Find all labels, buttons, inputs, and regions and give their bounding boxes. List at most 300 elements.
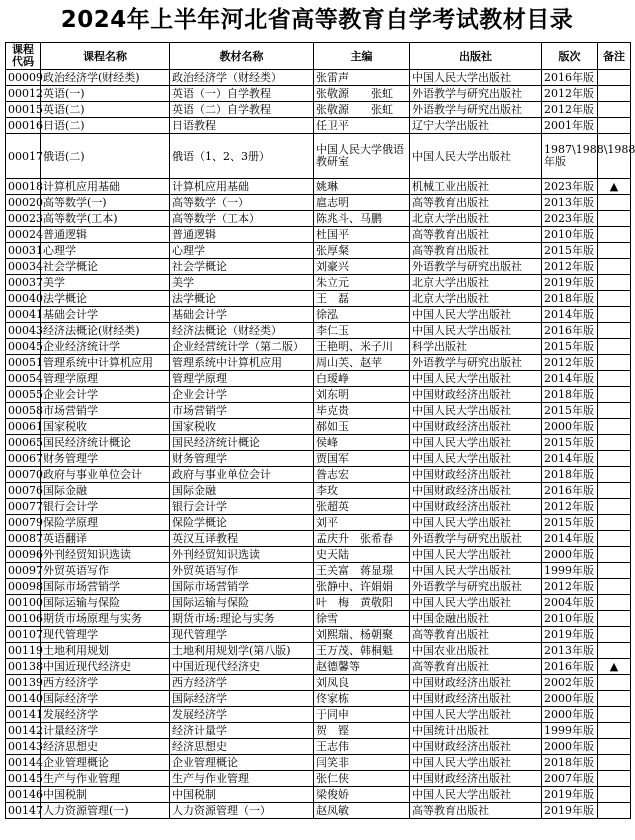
table-row <box>6 739 631 755</box>
cell-course: 计算机应用基础 <box>41 179 170 195</box>
cell-edition: 2012年版 <box>542 579 598 595</box>
cell-edition: 2000年版 <box>542 547 598 563</box>
cell-edition: 2014年版 <box>542 451 598 467</box>
cell-textbook: 发展经济学 <box>170 707 314 723</box>
cell-course: 基础会计学 <box>41 307 170 323</box>
cell-publisher: 外语教学与研究出版社 <box>410 102 542 118</box>
table-row <box>6 179 631 195</box>
table-row <box>6 691 631 707</box>
cell-edition: 2016年版 <box>542 659 598 675</box>
cell-note <box>598 611 631 627</box>
cell-publisher: 中国人民大学出版社 <box>410 371 542 387</box>
cell-course: 心理学 <box>41 243 170 259</box>
cell-code: 00061 <box>6 419 41 435</box>
cell-textbook: 法学概论 <box>170 291 314 307</box>
header-note: 备注 <box>598 43 631 70</box>
table-row <box>6 275 631 291</box>
cell-textbook: 心理学 <box>170 243 314 259</box>
cell-note <box>598 515 631 531</box>
cell-note <box>598 755 631 771</box>
cell-course: 俄语(二) <box>41 134 170 179</box>
cell-textbook: 生产与作业管理 <box>170 771 314 787</box>
cell-publisher: 中国人民大学出版社 <box>410 515 542 531</box>
cell-code: 00146 <box>6 787 41 803</box>
cell-note <box>598 211 631 227</box>
cell-edition: 2015年版 <box>542 339 598 355</box>
cell-course: 市场营销学 <box>41 403 170 419</box>
cell-code: 00096 <box>6 547 41 563</box>
cell-note <box>598 86 631 102</box>
cell-note <box>598 547 631 563</box>
cell-editor: 叶 梅 黄敬阳 <box>314 595 410 611</box>
cell-edition: 2023年版 <box>542 211 598 227</box>
cell-edition: 2014年版 <box>542 531 598 547</box>
cell-code: 00012 <box>6 86 41 102</box>
cell-textbook: 国际经济学 <box>170 691 314 707</box>
cell-publisher: 高等教育出版社 <box>410 803 542 819</box>
cell-code: 00045 <box>6 339 41 355</box>
table-row <box>6 499 631 515</box>
cell-textbook: 美学 <box>170 275 314 291</box>
cell-note <box>598 134 631 179</box>
cell-publisher: 中国人民大学出版社 <box>410 403 542 419</box>
cell-code: 00139 <box>6 675 41 691</box>
cell-publisher: 中国财政经济出版社 <box>410 387 542 403</box>
cell-edition: 2000年版 <box>542 707 598 723</box>
table-row <box>6 483 631 499</box>
cell-editor: 史天陆 <box>314 547 410 563</box>
textbook-table <box>5 42 635 819</box>
cell-edition: 2019年版 <box>542 787 598 803</box>
cell-editor: 张静中、许娟娟 <box>314 579 410 595</box>
cell-textbook: 企业会计学 <box>170 387 314 403</box>
cell-textbook: 外贸英语写作 <box>170 563 314 579</box>
cell-note <box>598 627 631 643</box>
cell-code: 00142 <box>6 723 41 739</box>
cell-textbook: 基础会计学 <box>170 307 314 323</box>
cell-note: ▲ <box>598 659 631 675</box>
cell-textbook: 企业管理概论 <box>170 755 314 771</box>
cell-textbook: 期货市场:理论与实务 <box>170 611 314 627</box>
cell-note <box>598 435 631 451</box>
cell-note <box>598 387 631 403</box>
cell-note <box>598 307 631 323</box>
cell-course: 外贸英语写作 <box>41 563 170 579</box>
cell-textbook: 经济法概论（财经类） <box>170 323 314 339</box>
cell-textbook: 英语（二）自学教程 <box>170 102 314 118</box>
table-row <box>6 451 631 467</box>
cell-editor: 杜国平 <box>314 227 410 243</box>
cell-editor: 王艳明、米子川 <box>314 339 410 355</box>
cell-course: 国家税收 <box>41 419 170 435</box>
cell-publisher: 中国人民大学出版社 <box>410 134 542 179</box>
cell-editor: 闫笑非 <box>314 755 410 771</box>
cell-code: 00140 <box>6 691 41 707</box>
cell-editor: 佟家栋 <box>314 691 410 707</box>
cell-editor: 毕克贵 <box>314 403 410 419</box>
cell-note <box>598 323 631 339</box>
cell-code: 00077 <box>6 499 41 515</box>
cell-textbook: 国际金融 <box>170 483 314 499</box>
cell-course: 英语(二) <box>41 102 170 118</box>
cell-note <box>598 371 631 387</box>
cell-note <box>598 483 631 499</box>
cell-edition: 2013年版 <box>542 643 598 659</box>
cell-course: 国民经济统计概论 <box>41 435 170 451</box>
cell-edition: 2004年版 <box>542 595 598 611</box>
cell-textbook: 保险学概论 <box>170 515 314 531</box>
cell-textbook: 国家税收 <box>170 419 314 435</box>
cell-code: 00031 <box>6 243 41 259</box>
cell-editor: 刘平 <box>314 515 410 531</box>
table-row <box>6 755 631 771</box>
cell-note <box>598 259 631 275</box>
cell-course: 普通逻辑 <box>41 227 170 243</box>
cell-note <box>598 275 631 291</box>
table-row <box>6 70 631 86</box>
cell-publisher: 高等教育出版社 <box>410 195 542 211</box>
cell-edition: 2016年版 <box>542 483 598 499</box>
cell-code: 00041 <box>6 307 41 323</box>
cell-edition: 2016年版 <box>542 70 598 86</box>
cell-course: 英语翻译 <box>41 531 170 547</box>
cell-edition: 2015年版 <box>542 515 598 531</box>
cell-edition: 2012年版 <box>542 499 598 515</box>
cell-publisher: 中国人民大学出版社 <box>410 451 542 467</box>
cell-code: 00141 <box>6 707 41 723</box>
cell-textbook: 高等数学（工本） <box>170 211 314 227</box>
cell-publisher: 中国人民大学出版社 <box>410 435 542 451</box>
cell-course: 美学 <box>41 275 170 291</box>
cell-edition: 2014年版 <box>542 371 598 387</box>
cell-edition: 2018年版 <box>542 387 598 403</box>
cell-note <box>598 723 631 739</box>
table-row <box>6 435 631 451</box>
cell-code: 00138 <box>6 659 41 675</box>
cell-editor: 朱立元 <box>314 275 410 291</box>
cell-textbook: 政府与事业单位会计 <box>170 467 314 483</box>
cell-editor: 王万茂、韩桐魁 <box>314 643 410 659</box>
cell-edition: 2019年版 <box>542 275 598 291</box>
table-row <box>6 723 631 739</box>
cell-editor: 张仁侠 <box>314 771 410 787</box>
cell-publisher: 中国金融出版社 <box>410 611 542 627</box>
cell-textbook: 经济计量学 <box>170 723 314 739</box>
cell-course: 管理学原理 <box>41 371 170 387</box>
cell-code: 00076 <box>6 483 41 499</box>
cell-editor: 昝志宏 <box>314 467 410 483</box>
cell-publisher: 中国人民大学出版社 <box>410 323 542 339</box>
cell-textbook: 银行会计学 <box>170 499 314 515</box>
cell-edition: 2012年版 <box>542 86 598 102</box>
cell-edition: 2015年版 <box>542 403 598 419</box>
cell-publisher: 外语教学与研究出版社 <box>410 86 542 102</box>
cell-publisher: 中国人民大学出版社 <box>410 595 542 611</box>
cell-publisher: 高等教育出版社 <box>410 227 542 243</box>
cell-code: 00043 <box>6 323 41 339</box>
cell-editor: 周山芙、赵苹 <box>314 355 410 371</box>
table-row <box>6 243 631 259</box>
cell-edition: 2014年版 <box>542 307 598 323</box>
cell-code: 00107 <box>6 627 41 643</box>
cell-code: 00098 <box>6 579 41 595</box>
cell-note <box>598 595 631 611</box>
cell-course: 企业管理概论 <box>41 755 170 771</box>
table-row <box>6 259 631 275</box>
cell-edition: 2001年版 <box>542 118 598 134</box>
table-row <box>6 355 631 371</box>
cell-editor: 郝如玉 <box>314 419 410 435</box>
cell-editor: 张敬源 张虹 <box>314 102 410 118</box>
cell-edition: 2010年版 <box>542 227 598 243</box>
cell-publisher: 中国人民大学出版社 <box>410 707 542 723</box>
table-row <box>6 323 631 339</box>
cell-publisher: 高等教育出版社 <box>410 627 542 643</box>
cell-edition: 2015年版 <box>542 435 598 451</box>
cell-note <box>598 195 631 211</box>
cell-publisher: 中国财政经济出版社 <box>410 467 542 483</box>
cell-note <box>598 70 631 86</box>
table-row <box>6 547 631 563</box>
cell-edition: 2018年版 <box>542 291 598 307</box>
header-code: 课程代码 <box>6 43 41 70</box>
cell-publisher: 中国财政经济出版社 <box>410 499 542 515</box>
cell-code: 00067 <box>6 451 41 467</box>
cell-note <box>598 339 631 355</box>
cell-course: 财务管理学 <box>41 451 170 467</box>
table-row <box>6 339 631 355</box>
cell-course: 高等数学(工本) <box>41 211 170 227</box>
cell-note <box>598 499 631 515</box>
cell-edition: 2018年版 <box>542 755 598 771</box>
table-row <box>6 531 631 547</box>
cell-note <box>598 643 631 659</box>
cell-code: 00009 <box>6 70 41 86</box>
table-row <box>6 787 631 803</box>
cell-editor: 扈志明 <box>314 195 410 211</box>
cell-course: 国际市场营销学 <box>41 579 170 595</box>
cell-edition: 2012年版 <box>542 102 598 118</box>
cell-course: 政府与事业单位会计 <box>41 467 170 483</box>
cell-note <box>598 243 631 259</box>
cell-edition: 2002年版 <box>542 675 598 691</box>
table-row <box>6 627 631 643</box>
cell-code: 00040 <box>6 291 41 307</box>
cell-publisher: 中国人民大学出版社 <box>410 547 542 563</box>
cell-publisher: 外语教学与研究出版社 <box>410 531 542 547</box>
cell-note <box>598 227 631 243</box>
cell-note <box>598 707 631 723</box>
cell-course: 中国近现代经济史 <box>41 659 170 675</box>
cell-textbook: 管理系统中计算机应用 <box>170 355 314 371</box>
cell-editor: 刘豪兴 <box>314 259 410 275</box>
cell-code: 00024 <box>6 227 41 243</box>
cell-code: 00015 <box>6 102 41 118</box>
cell-publisher: 科学出版社 <box>410 339 542 355</box>
table-row <box>6 803 631 819</box>
cell-editor: 李玫 <box>314 483 410 499</box>
header-edition: 版次 <box>542 43 598 70</box>
cell-note <box>598 691 631 707</box>
cell-editor: 张超英 <box>314 499 410 515</box>
table-row <box>6 307 631 323</box>
cell-code: 00054 <box>6 371 41 387</box>
cell-note <box>598 419 631 435</box>
cell-publisher: 中国人民大学出版社 <box>410 307 542 323</box>
cell-course: 经济思想史 <box>41 739 170 755</box>
cell-edition: 2016年版 <box>542 323 598 339</box>
cell-code: 00087 <box>6 531 41 547</box>
cell-publisher: 高等教育出版社 <box>410 243 542 259</box>
cell-edition: 2012年版 <box>542 355 598 371</box>
table-row <box>6 467 631 483</box>
cell-note <box>598 739 631 755</box>
cell-note <box>598 771 631 787</box>
header-textbook: 教材名称 <box>170 43 314 70</box>
cell-publisher: 中国人民大学出版社 <box>410 70 542 86</box>
cell-editor: 张雷声 <box>314 70 410 86</box>
cell-publisher: 中国农业出版社 <box>410 643 542 659</box>
cell-textbook: 经济思想史 <box>170 739 314 755</box>
cell-course: 法学概论 <box>41 291 170 307</box>
cell-edition: 2013年版 <box>542 195 598 211</box>
cell-editor: 陈兆斗、马鹏 <box>314 211 410 227</box>
table-row <box>6 86 631 102</box>
cell-textbook: 人力资源管理（一） <box>170 803 314 819</box>
header-editor: 主编 <box>314 43 410 70</box>
cell-course: 企业经济统计学 <box>41 339 170 355</box>
cell-editor: 王志伟 <box>314 739 410 755</box>
cell-course: 土地利用规划 <box>41 643 170 659</box>
cell-code: 00143 <box>6 739 41 755</box>
cell-code: 00070 <box>6 467 41 483</box>
cell-edition: 2000年版 <box>542 419 598 435</box>
cell-course: 国际金融 <box>41 483 170 499</box>
cell-code: 00016 <box>6 118 41 134</box>
header-course: 课程名称 <box>41 43 170 70</box>
table-row <box>6 403 631 419</box>
cell-textbook: 社会学概论 <box>170 259 314 275</box>
cell-publisher: 高等教育出版社 <box>410 659 542 675</box>
cell-publisher: 中国人民大学出版社 <box>410 787 542 803</box>
cell-textbook: 中国税制 <box>170 787 314 803</box>
cell-editor: 徐雪 <box>314 611 410 627</box>
cell-publisher: 辽宁大学出版社 <box>410 118 542 134</box>
cell-textbook: 国民经济统计概论 <box>170 435 314 451</box>
cell-course: 政治经济学(财经类) <box>41 70 170 86</box>
cell-note <box>598 803 631 819</box>
cell-edition: 2010年版 <box>542 611 598 627</box>
table-row <box>6 227 631 243</box>
cell-edition: 2000年版 <box>542 691 598 707</box>
cell-note <box>598 102 631 118</box>
cell-note <box>598 787 631 803</box>
cell-code: 00119 <box>6 643 41 659</box>
table-row <box>6 118 631 134</box>
cell-note <box>598 291 631 307</box>
cell-course: 国际运输与保险 <box>41 595 170 611</box>
cell-publisher: 北京大学出版社 <box>410 211 542 227</box>
cell-code: 00017 <box>6 134 41 179</box>
cell-publisher: 中国人民大学出版社 <box>410 563 542 579</box>
cell-course: 外刊经贸知识选读 <box>41 547 170 563</box>
cell-course: 发展经济学 <box>41 707 170 723</box>
cell-editor: 白瑷峥 <box>314 371 410 387</box>
table-row <box>6 579 631 595</box>
table-row <box>6 419 631 435</box>
cell-editor: 刘东明 <box>314 387 410 403</box>
cell-edition: 1987\1988\1988年版 <box>542 134 598 179</box>
cell-code: 00058 <box>6 403 41 419</box>
cell-course: 社会学概论 <box>41 259 170 275</box>
cell-code: 00147 <box>6 803 41 819</box>
cell-code: 00106 <box>6 611 41 627</box>
cell-course: 英语(一) <box>41 86 170 102</box>
cell-textbook: 国际运输与保险 <box>170 595 314 611</box>
cell-editor: 侯峰 <box>314 435 410 451</box>
cell-code: 00020 <box>6 195 41 211</box>
cell-publisher: 北京大学出版社 <box>410 291 542 307</box>
cell-note <box>598 579 631 595</box>
cell-textbook: 西方经济学 <box>170 675 314 691</box>
cell-code: 00100 <box>6 595 41 611</box>
cell-editor: 贾国军 <box>314 451 410 467</box>
page-title: 2024年上半年河北省高等教育自学考试教材目录 <box>60 7 574 33</box>
cell-edition: 2012年版 <box>542 259 598 275</box>
cell-editor: 赵德馨等 <box>314 659 410 675</box>
cell-textbook: 普通逻辑 <box>170 227 314 243</box>
cell-edition: 2018年版 <box>542 467 598 483</box>
cell-publisher: 中国财政经济出版社 <box>410 483 542 499</box>
cell-editor: 孟庆升 张希春 <box>314 531 410 547</box>
cell-edition: 2019年版 <box>542 803 598 819</box>
cell-edition: 2023年版 <box>542 179 598 195</box>
cell-edition: 2019年版 <box>542 627 598 643</box>
cell-publisher: 外语教学与研究出版社 <box>410 259 542 275</box>
table-body <box>6 70 635 819</box>
cell-publisher: 中国人民大学出版社 <box>410 755 542 771</box>
table-row <box>6 211 631 227</box>
cell-publisher: 中国财政经济出版社 <box>410 771 542 787</box>
table-row <box>6 659 631 675</box>
cell-edition: 2000年版 <box>542 739 598 755</box>
cell-publisher: 中国财政经济出版社 <box>410 691 542 707</box>
table-row <box>6 195 631 211</box>
cell-code: 00034 <box>6 259 41 275</box>
cell-textbook: 日语教程 <box>170 118 314 134</box>
cell-editor: 王 磊 <box>314 291 410 307</box>
cell-course: 经济法概论(财经类) <box>41 323 170 339</box>
cell-textbook: 市场营销学 <box>170 403 314 419</box>
cell-textbook: 外刊经贸知识选读 <box>170 547 314 563</box>
cell-editor: 王关富 蒋显璟 <box>314 563 410 579</box>
cell-course: 管理系统中计算机应用 <box>41 355 170 371</box>
cell-editor: 任卫平 <box>314 118 410 134</box>
cell-publisher: 机械工业出版社 <box>410 179 542 195</box>
cell-editor: 李仁玉 <box>314 323 410 339</box>
cell-editor: 刘熙瑞、杨朝聚 <box>314 627 410 643</box>
cell-textbook: 中国近现代经济史 <box>170 659 314 675</box>
cell-course: 西方经济学 <box>41 675 170 691</box>
cell-course: 生产与作业管理 <box>41 771 170 787</box>
table-row <box>6 102 631 118</box>
table-row <box>6 134 631 179</box>
cell-code: 00018 <box>6 179 41 195</box>
cell-editor: 赵凤敏 <box>314 803 410 819</box>
cell-publisher: 中国财政经济出版社 <box>410 675 542 691</box>
cell-code: 00079 <box>6 515 41 531</box>
table-row <box>6 675 631 691</box>
